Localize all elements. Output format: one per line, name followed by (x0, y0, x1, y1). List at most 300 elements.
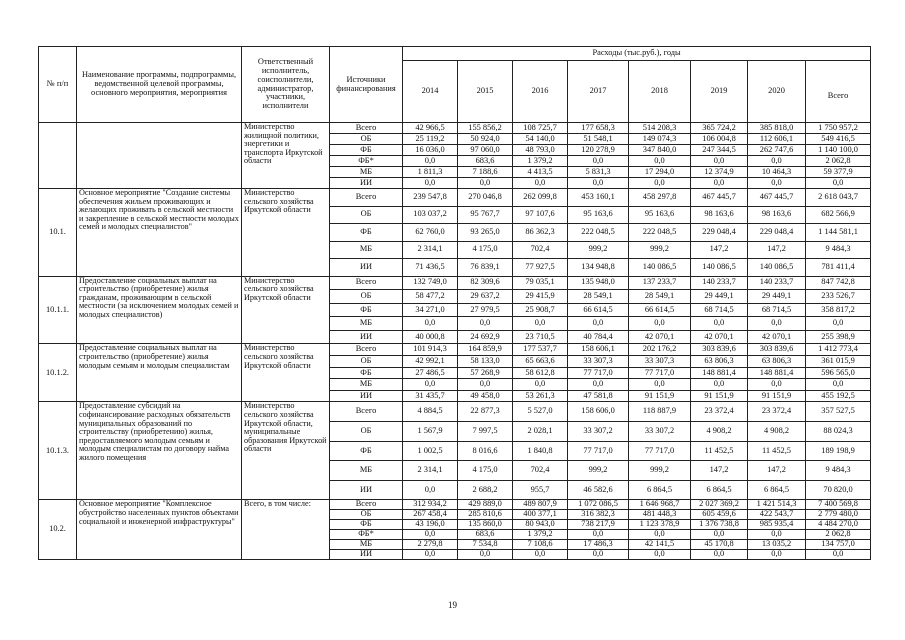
funding-source: ИИ (330, 259, 403, 277)
value-cell: 132 749,0 (403, 276, 458, 290)
value-cell: 57 268,9 (458, 367, 513, 379)
value-cell: 0,0 (691, 530, 748, 540)
value-cell: 514 208,3 (629, 123, 691, 134)
item-executor: Министерство сельского хозяйства Иркутской области (242, 189, 330, 277)
value-cell: 0,0 (691, 178, 748, 189)
value-cell: 28 549,1 (629, 290, 691, 304)
total-cell: 0,0 (806, 317, 871, 331)
value-cell: 93 265,0 (458, 224, 513, 242)
value-cell: 22 877,3 (458, 402, 513, 422)
table-row (39, 344, 871, 356)
value-cell: 0,0 (513, 178, 568, 189)
value-cell: 489 807,9 (513, 500, 568, 510)
total-cell: 88 024,3 (806, 422, 871, 442)
value-cell: 147,2 (691, 461, 748, 481)
funding-source: ИИ (330, 390, 403, 402)
value-cell: 1 072 086,5 (568, 500, 629, 510)
value-cell: 137 233,7 (629, 276, 691, 290)
value-cell: 42 070,1 (691, 330, 748, 344)
value-cell: 95 163,6 (629, 206, 691, 224)
value-cell: 42 141,5 (629, 539, 691, 549)
value-cell: 28 549,1 (568, 290, 629, 304)
value-cell: 1 840,8 (513, 441, 568, 461)
total-cell: 1 144 581,1 (806, 224, 871, 242)
value-cell: 2 279,8 (403, 539, 458, 549)
value-cell: 985 935,4 (748, 520, 806, 530)
value-cell: 0,0 (403, 549, 458, 559)
value-cell: 63 806,3 (748, 356, 806, 368)
value-cell: 40 000,8 (403, 330, 458, 344)
value-cell: 50 924,0 (458, 134, 513, 145)
value-cell: 400 377,1 (513, 510, 568, 520)
value-cell: 702,4 (513, 241, 568, 259)
item-executor: Министерство сельского хозяйства Иркутской области, муниципальные образования Иркутской области (242, 402, 330, 500)
total-cell: 1 750 957,2 (806, 123, 871, 134)
value-cell: 1 811,3 (403, 167, 458, 178)
header-executor: Ответственный исполнитель, соисполнители, администратор, участники, исполнители (242, 47, 330, 123)
value-cell: 5 831,3 (568, 167, 629, 178)
value-cell: 147,2 (748, 241, 806, 259)
total-cell: 255 398,9 (806, 330, 871, 344)
value-cell: 247 344,5 (691, 145, 748, 156)
item-executor: Министерство сельского хозяйства Иркутской области (242, 344, 330, 402)
value-cell: 4 908,2 (748, 422, 806, 442)
funding-source: Всего (330, 276, 403, 290)
value-cell: 1 123 378,9 (629, 520, 691, 530)
total-cell: 0,0 (806, 549, 871, 559)
total-cell: 2 779 480,0 (806, 510, 871, 520)
value-cell: 0,0 (691, 156, 748, 167)
total-cell: 357 527,5 (806, 402, 871, 422)
value-cell: 98 163,6 (691, 206, 748, 224)
value-cell: 202 176,2 (629, 344, 691, 356)
value-cell: 33 307,2 (629, 422, 691, 442)
value-cell: 68 714,5 (691, 303, 748, 317)
value-cell: 29 637,2 (458, 290, 513, 304)
total-cell: 361 015,9 (806, 356, 871, 368)
header-source: Источники финансирования (330, 47, 403, 123)
total-cell: 682 566,9 (806, 206, 871, 224)
funding-source: ИИ (330, 178, 403, 189)
value-cell: 106 004,8 (691, 134, 748, 145)
value-cell: 7 108,6 (513, 539, 568, 549)
total-cell: 189 198,9 (806, 441, 871, 461)
item-executor: Всего, в том числе: (242, 500, 330, 559)
table-row (39, 123, 871, 134)
value-cell: 262 747,6 (748, 145, 806, 156)
header-year: 2015 (458, 61, 513, 123)
value-cell: 120 278,9 (568, 145, 629, 156)
value-cell: 66 614,5 (568, 303, 629, 317)
value-cell: 33 307,3 (568, 356, 629, 368)
total-cell: 549 416,5 (806, 134, 871, 145)
value-cell: 229 048,4 (691, 224, 748, 242)
value-cell: 2 314,1 (403, 241, 458, 259)
item-number: 10.1.1. (39, 276, 77, 344)
value-cell: 481 448,3 (629, 510, 691, 520)
total-cell: 781 411,4 (806, 259, 871, 277)
table-row (39, 189, 871, 207)
total-cell: 0,0 (806, 379, 871, 391)
value-cell: 0,0 (748, 549, 806, 559)
total-cell: 358 817,2 (806, 303, 871, 317)
item-executor: Министерство сельского хозяйства Иркутской области (242, 276, 330, 344)
table-row (39, 500, 871, 510)
value-cell: 91 151,9 (691, 390, 748, 402)
funding-source: ФБ* (330, 156, 403, 167)
funding-source: ОБ (330, 356, 403, 368)
value-cell: 0,0 (691, 379, 748, 391)
value-cell: 0,0 (403, 317, 458, 331)
value-cell: 40 784,4 (568, 330, 629, 344)
value-cell: 53 261,3 (513, 390, 568, 402)
table-row (39, 402, 871, 422)
value-cell: 2 314,1 (403, 461, 458, 481)
funding-source: ФБ (330, 224, 403, 242)
value-cell: 29 449,1 (748, 290, 806, 304)
value-cell: 155 856,2 (458, 123, 513, 134)
total-cell: 134 757,0 (806, 539, 871, 549)
value-cell: 0,0 (458, 317, 513, 331)
funding-source: ФБ (330, 367, 403, 379)
item-name: Основное мероприятие "Комплексное обустройство населенных пунктов объектами социальной и инженерной инфраструктуры" (77, 500, 242, 559)
value-cell: 1 379,2 (513, 530, 568, 540)
funding-source: ОБ (330, 134, 403, 145)
header-program: Наименование программы, подпрограммы, ведомственной целевой программы, основного мероприятия, мероприятия (77, 47, 242, 123)
value-cell: 43 196,0 (403, 520, 458, 530)
value-cell: 467 445,7 (748, 189, 806, 207)
value-cell: 112 606,1 (748, 134, 806, 145)
value-cell: 101 914,3 (403, 344, 458, 356)
value-cell: 422 543,7 (748, 510, 806, 520)
value-cell: 0,0 (458, 379, 513, 391)
value-cell: 25 908,7 (513, 303, 568, 317)
value-cell: 177 537,7 (513, 344, 568, 356)
value-cell: 65 663,6 (513, 356, 568, 368)
value-cell: 999,2 (629, 241, 691, 259)
value-cell: 2 028,1 (513, 422, 568, 442)
value-cell: 98 163,6 (748, 206, 806, 224)
value-cell: 6 864,5 (748, 480, 806, 500)
value-cell: 31 435,7 (403, 390, 458, 402)
funding-source: ОБ (330, 510, 403, 520)
value-cell: 118 887,9 (629, 402, 691, 422)
funding-source: ФБ (330, 520, 403, 530)
value-cell: 0,0 (513, 317, 568, 331)
value-cell: 77 717,0 (568, 367, 629, 379)
value-cell: 262 099,8 (513, 189, 568, 207)
value-cell: 164 859,9 (458, 344, 513, 356)
funding-source: Всего (330, 189, 403, 207)
value-cell: 0,0 (403, 178, 458, 189)
value-cell: 33 307,2 (568, 422, 629, 442)
value-cell: 108 725,7 (513, 123, 568, 134)
value-cell: 385 818,0 (748, 123, 806, 134)
total-cell: 7 400 569,8 (806, 500, 871, 510)
value-cell: 347 840,0 (629, 145, 691, 156)
value-cell: 135 948,0 (568, 276, 629, 290)
total-cell: 2 062,8 (806, 530, 871, 540)
value-cell: 33 307,3 (629, 356, 691, 368)
value-cell: 0,0 (748, 317, 806, 331)
value-cell: 222 048,5 (568, 224, 629, 242)
value-cell: 49 458,0 (458, 390, 513, 402)
value-cell: 0,0 (629, 317, 691, 331)
value-cell: 8 016,6 (458, 441, 513, 461)
value-cell: 1 421 514,3 (748, 500, 806, 510)
value-cell: 58 612,8 (513, 367, 568, 379)
funding-source: ФБ (330, 441, 403, 461)
item-number: 10.1. (39, 189, 77, 277)
value-cell: 955,7 (513, 480, 568, 500)
value-cell: 68 714,5 (748, 303, 806, 317)
funding-source: МБ (330, 379, 403, 391)
value-cell: 158 606,0 (568, 402, 629, 422)
value-cell: 11 452,5 (691, 441, 748, 461)
value-cell: 140 233,7 (748, 276, 806, 290)
value-cell: 140 086,5 (629, 259, 691, 277)
value-cell: 1 379,2 (513, 156, 568, 167)
value-cell: 999,2 (568, 241, 629, 259)
value-cell: 29 449,1 (691, 290, 748, 304)
value-cell: 25 119,2 (403, 134, 458, 145)
value-cell: 0,0 (691, 317, 748, 331)
value-cell: 2 027 369,2 (691, 500, 748, 510)
value-cell: 148 881,4 (691, 367, 748, 379)
value-cell: 140 233,7 (691, 276, 748, 290)
value-cell: 147,2 (748, 461, 806, 481)
total-cell: 1 140 100,0 (806, 145, 871, 156)
total-cell: 455 192,5 (806, 390, 871, 402)
funding-source: Всего (330, 500, 403, 510)
value-cell: 0,0 (691, 549, 748, 559)
value-cell: 683,6 (458, 156, 513, 167)
value-cell: 4 413,5 (513, 167, 568, 178)
value-cell: 7 997,5 (458, 422, 513, 442)
value-cell: 66 614,5 (629, 303, 691, 317)
header-num: № п/п (39, 47, 77, 123)
value-cell: 13 035,2 (748, 539, 806, 549)
value-cell: 23 372,4 (748, 402, 806, 422)
value-cell: 17 294,0 (629, 167, 691, 178)
funding-source: МБ (330, 461, 403, 481)
value-cell: 63 806,3 (691, 356, 748, 368)
value-cell: 58 133,0 (458, 356, 513, 368)
total-cell: 596 565,0 (806, 367, 871, 379)
value-cell: 0,0 (629, 549, 691, 559)
funding-source: ОБ (330, 422, 403, 442)
budget-table (38, 46, 871, 560)
value-cell: 7 534,8 (458, 539, 513, 549)
header-year: 2014 (403, 61, 458, 123)
value-cell: 23 710,5 (513, 330, 568, 344)
value-cell: 453 160,1 (568, 189, 629, 207)
value-cell: 467 445,7 (691, 189, 748, 207)
table-row (39, 276, 871, 290)
item-number (39, 123, 77, 189)
value-cell: 683,6 (458, 530, 513, 540)
value-cell: 16 036,0 (403, 145, 458, 156)
value-cell: 270 046,8 (458, 189, 513, 207)
value-cell: 82 309,6 (458, 276, 513, 290)
header-year: 2018 (629, 61, 691, 123)
funding-source: ФБ (330, 303, 403, 317)
value-cell: 303 839,6 (748, 344, 806, 356)
funding-source: ОБ (330, 290, 403, 304)
funding-source: Всего (330, 344, 403, 356)
value-cell: 0,0 (403, 379, 458, 391)
value-cell: 1 376 738,8 (691, 520, 748, 530)
value-cell: 702,4 (513, 461, 568, 481)
value-cell: 0,0 (568, 530, 629, 540)
total-cell: 9 484,3 (806, 461, 871, 481)
value-cell: 6 864,5 (629, 480, 691, 500)
header-year: 2020 (748, 61, 806, 123)
header-year: 2017 (568, 61, 629, 123)
value-cell: 1 646 968,7 (629, 500, 691, 510)
table-body (39, 123, 871, 560)
funding-source: ИИ (330, 480, 403, 500)
total-cell: 0,0 (806, 178, 871, 189)
value-cell: 0,0 (748, 156, 806, 167)
item-name: Предоставление социальных выплат на строительство (приобретение) жилья молодым семьям и молодым специалистам (77, 344, 242, 402)
value-cell: 10 464,3 (748, 167, 806, 178)
value-cell: 4 175,0 (458, 461, 513, 481)
total-cell: 233 526,7 (806, 290, 871, 304)
value-cell: 0,0 (568, 379, 629, 391)
value-cell: 0,0 (403, 480, 458, 500)
value-cell: 999,2 (629, 461, 691, 481)
value-cell: 24 692,9 (458, 330, 513, 344)
value-cell: 11 452,5 (748, 441, 806, 461)
total-cell: 4 484 270,0 (806, 520, 871, 530)
value-cell: 140 086,5 (748, 259, 806, 277)
value-cell: 303 839,6 (691, 344, 748, 356)
value-cell: 999,2 (568, 461, 629, 481)
value-cell: 0,0 (403, 156, 458, 167)
value-cell: 0,0 (568, 549, 629, 559)
value-cell: 2 688,2 (458, 480, 513, 500)
value-cell: 42 966,5 (403, 123, 458, 134)
value-cell: 148 881,4 (748, 367, 806, 379)
value-cell: 134 948,8 (568, 259, 629, 277)
value-cell: 46 582,6 (568, 480, 629, 500)
item-executor: Министерство жилищной политики, энергетики и транспорта Иркутской области (242, 123, 330, 189)
value-cell: 6 864,5 (691, 480, 748, 500)
value-cell: 76 839,1 (458, 259, 513, 277)
value-cell: 0,0 (568, 156, 629, 167)
value-cell: 34 271,0 (403, 303, 458, 317)
value-cell: 0,0 (629, 156, 691, 167)
funding-source: МБ (330, 167, 403, 178)
value-cell: 91 151,9 (629, 390, 691, 402)
value-cell: 77 717,0 (629, 441, 691, 461)
item-number: 10.1.2. (39, 344, 77, 402)
value-cell: 458 297,8 (629, 189, 691, 207)
value-cell: 97 060,0 (458, 145, 513, 156)
funding-source: ИИ (330, 549, 403, 559)
funding-source: МБ (330, 241, 403, 259)
funding-source: ОБ (330, 206, 403, 224)
value-cell: 0,0 (748, 178, 806, 189)
value-cell: 42 070,1 (629, 330, 691, 344)
value-cell: 0,0 (513, 379, 568, 391)
value-cell: 4 908,2 (691, 422, 748, 442)
total-cell: 2 062,8 (806, 156, 871, 167)
value-cell: 23 372,4 (691, 402, 748, 422)
item-number: 10.2. (39, 500, 77, 559)
value-cell: 738 217,9 (568, 520, 629, 530)
total-cell: 9 484,3 (806, 241, 871, 259)
value-cell: 4 175,0 (458, 241, 513, 259)
funding-source: ФБ (330, 145, 403, 156)
value-cell: 4 884,5 (403, 402, 458, 422)
value-cell: 12 374,9 (691, 167, 748, 178)
item-number: 10.1.3. (39, 402, 77, 500)
value-cell: 1 002,5 (403, 441, 458, 461)
value-cell: 0,0 (568, 317, 629, 331)
total-cell: 59 377,9 (806, 167, 871, 178)
value-cell: 17 486,3 (568, 539, 629, 549)
value-cell: 80 943,0 (513, 520, 568, 530)
value-cell: 140 086,5 (691, 259, 748, 277)
page-number: 19 (448, 600, 457, 610)
value-cell: 77 717,0 (629, 367, 691, 379)
value-cell: 77 927,5 (513, 259, 568, 277)
funding-source: ФБ* (330, 530, 403, 540)
value-cell: 285 810,6 (458, 510, 513, 520)
value-cell: 222 048,5 (629, 224, 691, 242)
item-name: Предоставление субсидий на софинансирование расходных обязательств муниципальных образований по строительству (приобретению) жилья, предоставляемого молодым семьям и молодым специалистам по договору найма жилого помещения (77, 402, 242, 500)
value-cell: 316 382,3 (568, 510, 629, 520)
value-cell: 0,0 (568, 178, 629, 189)
value-cell: 103 037,2 (403, 206, 458, 224)
value-cell: 312 934,2 (403, 500, 458, 510)
value-cell: 0,0 (748, 530, 806, 540)
value-cell: 605 459,6 (691, 510, 748, 520)
funding-source: МБ (330, 317, 403, 331)
value-cell: 0,0 (629, 379, 691, 391)
total-cell: 70 820,0 (806, 480, 871, 500)
value-cell: 51 548,1 (568, 134, 629, 145)
value-cell: 79 035,1 (513, 276, 568, 290)
value-cell: 0,0 (458, 549, 513, 559)
value-cell: 0,0 (403, 530, 458, 540)
header-expenses: Расходы (тыс.руб.), годы (403, 47, 871, 61)
funding-source: ИИ (330, 330, 403, 344)
value-cell: 62 760,0 (403, 224, 458, 242)
value-cell: 0,0 (513, 549, 568, 559)
value-cell: 365 724,2 (691, 123, 748, 134)
total-cell: 847 742,8 (806, 276, 871, 290)
item-name (77, 123, 242, 189)
value-cell: 27 486,5 (403, 367, 458, 379)
value-cell: 7 188,6 (458, 167, 513, 178)
value-cell: 239 547,8 (403, 189, 458, 207)
value-cell: 0,0 (629, 178, 691, 189)
value-cell: 1 567,9 (403, 422, 458, 442)
item-name: Предоставление социальных выплат на строительство (приобретение) жилья гражданам, проживающим в сельской местности (за исключением молодых семей и молодых специалистов) (77, 276, 242, 344)
value-cell: 267 458,4 (403, 510, 458, 520)
value-cell: 48 793,0 (513, 145, 568, 156)
value-cell: 229 048,4 (748, 224, 806, 242)
value-cell: 71 436,5 (403, 259, 458, 277)
value-cell: 135 860,0 (458, 520, 513, 530)
value-cell: 42 070,1 (748, 330, 806, 344)
value-cell: 86 362,3 (513, 224, 568, 242)
value-cell: 0,0 (748, 379, 806, 391)
table-header (39, 47, 871, 123)
